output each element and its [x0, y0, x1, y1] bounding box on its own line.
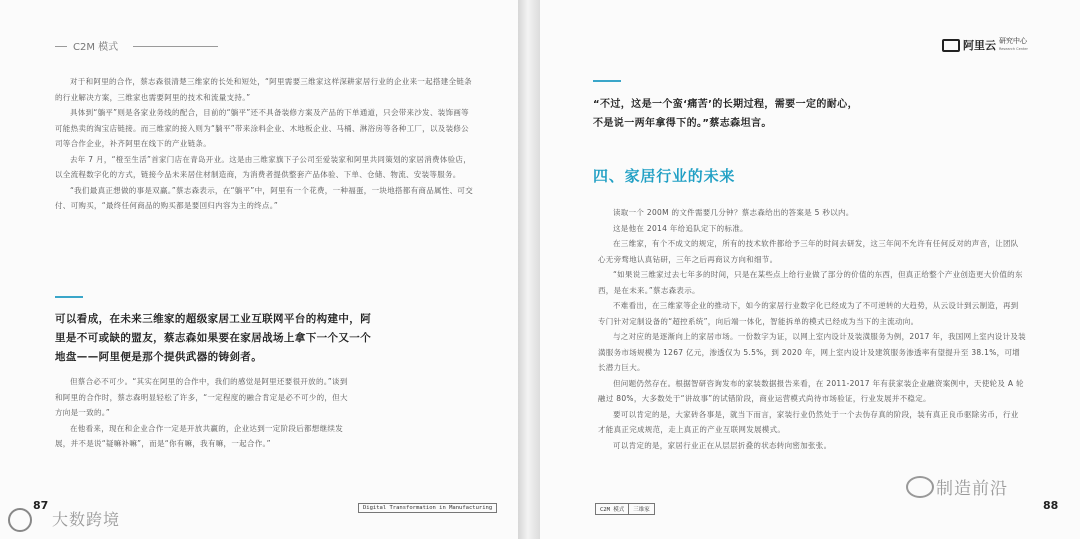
left-paragraph: 在他看来，现在和企业合作一定是开放共赢的，企业达到一定阶段后都想继续发展，并不是说“疑嘛补嘛”，而是“你有嘛，我有嘛，一起合作。” — [55, 423, 343, 448]
left-paragraph: 但蔡合必不可少。“其实在阿里的合作中，我们的感觉是阿里还要很开放的。”谈到和阿里的合作时，蔡志森明显轻松了许多，“一定程度的融合肯定是必不可少的，但大方向是一致的。” — [55, 377, 348, 417]
header-rule-short — [55, 46, 67, 47]
left-page-number: 87 — [33, 499, 49, 512]
header-rule-long — [133, 46, 218, 47]
left-paragraph: “我们最真正想做的事是双赢。”蔡志森表示，在“躺平”中，阿里有一个花费，一种福蛋，一块地搭都有商品属性、可交付、可购买，“最终任何商品的购买都是要回归内容为主的终点。” — [55, 185, 473, 210]
right-page-number: 88 — [1043, 499, 1059, 512]
right-paragraph: 在三维家，有个不成文的规定，所有的技术软件都给予三年的时间去研发，这三年间不允许有任何反对的声音，让团队心无旁骛地认真钻研，三年之后再商议方向和细节。 — [598, 239, 1019, 264]
right-paragraph: 读取一个 200M 的文件需要几分钟？蔡志森给出的答案是 5 秒以内。 — [613, 208, 854, 217]
left-pull-quote: 可以看成，在未来三维家的超级家居工业互联网平台的构建中，阿里是不可或缺的盟友，蔡志森如果要在家居战场上拿下一个又一个地盘——阿里便是那个提供武器的铸剑者。 — [55, 313, 372, 363]
right-paragraph: 但问题仍然存在。根据智研咨询发布的家装数据报告来看，在 2011-2017 年有获家装企业融资案例中，天使轮及 A 轮融过 80%，大多数处于“讲故事”的试错阶段，商业运营模式尚待市场验证，行业发展并不稳定。 — [598, 378, 1024, 403]
brand-subtitle: 研究中心 — [999, 37, 1027, 45]
left-page — [0, 0, 518, 539]
wechat-icon — [906, 476, 934, 498]
alibaba-cloud-icon — [942, 39, 960, 52]
footer-caption-box: Digital Transformation in Manufacturing — [358, 503, 497, 513]
quote-accent-bar — [55, 296, 83, 298]
right-paragraph: “如果说三维家过去七年多的时间，只是在某些点上给行业做了部分的价值的东西，但真正给整个产业创造更大价值的东西，是在未来。”蔡志森表示。 — [598, 270, 1023, 295]
right-page — [540, 0, 1080, 539]
brand-english: Research Center — [999, 47, 1028, 51]
right-paragraph: 这是他在 2014 年给追队定下的标准。 — [613, 223, 748, 233]
right-paragraph: 要可以肯定的是，大家砖各事是，就当下而言，家装行业仍然处于一个去伪存真的阶段，装有真正良币驱除劣币，行业才能真正完成规范，走上真正的产业互联网发展模式。 — [598, 409, 1019, 434]
left-header-title: C2M 模式 — [73, 42, 119, 53]
right-paragraph: 不难看出，在三维家等企业的推动下，如今的家居行业数字化已经成为了不可逆转的大趋势，从云设计到云制造，再到专门针对定制设备的“超控系统”，向后端一体化，智能拆单的模式已经成为当下的主流动向。 — [598, 301, 1019, 326]
left-body-bottom — [55, 374, 355, 452]
left-paragraph: 对于和阿里的合作，蔡志森很清楚三维家的长处和短处，“阿里需要三维家这样深耕家居行业的企业来一起搭建全链条的行业解决方案，三维家也需要阿里的技术和流量支持。” — [55, 77, 472, 102]
right-pull-quote: “不过，这是一个蛮‘痛苦’的长期过程，需要一定的耐心，不是说一两年拿得下的。”蔡志森坦言。 — [593, 99, 858, 129]
brand-logo — [942, 37, 1028, 53]
section-title: 四、家居行业的未来 — [593, 167, 736, 185]
quote-accent-bar — [593, 80, 621, 82]
watermark-logo-icon — [8, 508, 32, 532]
footer-tags — [595, 503, 655, 515]
right-watermark: 制造前沿 — [936, 479, 1008, 499]
book-gutter — [518, 0, 540, 539]
right-body — [598, 205, 1026, 453]
left-paragraph: 去年 7 月，“橙至生活”首家门店在青岛开业。这是由三维家旗下子公司至爱装家和阿里共同策划的家居消费体验店，以全流程数字化的方式，链接今品未来居住材制造商，为消费者提供整套产品体验、下单、仓储、物流、安装等服务。 — [55, 154, 472, 179]
footer-tag: 三维家 — [629, 503, 655, 515]
left-body-top — [55, 74, 473, 214]
left-paragraph: 具体到“躺平”则是各家业务线的配合，目前的“躺平”还不具备装修方案及产品的下单通道，只会带来沙发、装饰画等可能热卖的淘宝店链接。而三维家的接入则为“躺平”带来涂料企业、木地板企业、马桶、淋浴房等各种工厂，以及装修公司等合作企业，补齐阿里在线下的产业链条。 — [55, 108, 469, 148]
footer-tag: C2M 模式 — [595, 503, 629, 515]
brand-name: 阿里云 — [963, 39, 996, 52]
right-paragraph: 可以肯定的是，家居行业正在从层层折叠的状态转向密加张张。 — [613, 440, 832, 450]
left-watermark: 大数跨境 — [52, 510, 121, 529]
right-paragraph: 与之对应的是逐渐向上的家居市场。一份数字为证，以网上室内设计及装潢服务为例，2017 年，我国网上室内设计及装潢服务市场规模为 1267 亿元，渗透仅为 5.5%，到 2020 年，网上室内设计及建筑服务渗透率有望提升至 38.1%，可增长潜力巨大。 — [598, 332, 1026, 372]
